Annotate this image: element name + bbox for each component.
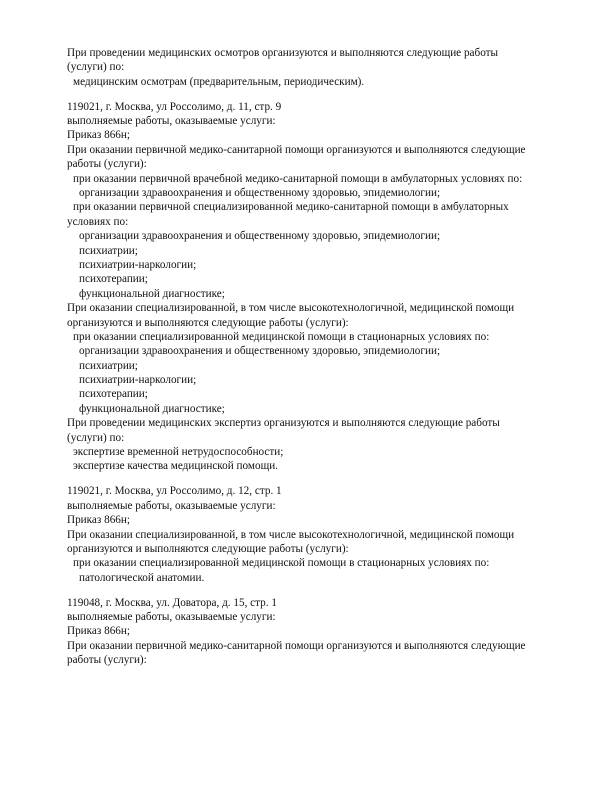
- paragraph-gap: [67, 474, 567, 485]
- paragraph-gap: [67, 89, 567, 100]
- text-line: При проведении медицинских осмотров организуются и выполняются следующие работы: [67, 47, 499, 59]
- text-line: при оказании специализированной медицинской помощи в стационарных условиях по:: [73, 557, 490, 570]
- text-line: 119021, г. Москва, ул Россолимо, д. 12, стр. 1: [67, 485, 282, 498]
- text-line: психотерапии;: [79, 388, 148, 401]
- text-line: условиях по:: [67, 215, 129, 228]
- text-line: организации здравоохранения и общественному здоровью, эпидемиологии;: [79, 187, 441, 200]
- text-line: психиатрии;: [79, 359, 138, 372]
- text-line: (услуги) по:: [67, 61, 125, 74]
- text-line: организации здравоохранения и общественному здоровью, эпидемиологии;: [79, 230, 441, 243]
- text-line: организуются и выполняются следующие работы (услуги):: [67, 316, 349, 329]
- text-line: При оказании специализированной, в том числе высокотехнологичной, медицинской помощи: [67, 528, 515, 541]
- paragraph-gap: [67, 585, 567, 596]
- text-line: психиатрии-наркологии;: [79, 258, 197, 271]
- text-line: психиатрии-наркологии;: [79, 374, 197, 387]
- text-line: работы (услуги):: [67, 654, 147, 667]
- text-line: функциональной диагностике;: [79, 402, 225, 415]
- text-line: экспертизе временной нетрудоспособности;: [73, 446, 284, 459]
- text-line: При оказании первичной медико-санитарной помощи организуются и выполняются следующие: [67, 143, 526, 156]
- text-line: Приказ 866н;: [67, 625, 130, 638]
- text-line: организуются и выполняются следующие работы (услуги):: [67, 542, 349, 555]
- text-line: При оказании первичной медико-санитарной помощи организуются и выполняются следующие: [67, 639, 526, 652]
- text-line: организации здравоохранения и общественному здоровью, эпидемиологии;: [79, 345, 441, 358]
- text-line: выполняемые работы, оказываемые услуги:: [67, 499, 276, 512]
- text-line: при оказании первичной специализированной медико-санитарной помощи в амбулаторных: [73, 201, 509, 214]
- text-line: медицинским осмотрам (предварительным, периодическим).: [73, 75, 365, 88]
- text-line: патологической анатомии.: [79, 571, 205, 584]
- text-line: Приказ 866н;: [67, 129, 130, 142]
- text-line: При оказании специализированной, в том числе высокотехнологичной, медицинской помощи: [67, 302, 515, 315]
- text-line: психотерапии;: [79, 273, 148, 286]
- text-line: выполняемые работы, оказываемые услуги:: [67, 610, 276, 623]
- text-line: выполняемые работы, оказываемые услуги:: [67, 115, 276, 128]
- text-line: 119021, г. Москва, ул Россолимо, д. 11, стр. 9: [67, 100, 282, 113]
- text-line: при оказании специализированной медицинской помощи в стационарных условиях по:: [73, 330, 490, 343]
- text-line: при оказании первичной врачебной медико-санитарной помощи в амбулаторных условиях по:: [73, 172, 523, 185]
- text-line: Приказ 866н;: [67, 514, 130, 527]
- text-line: работы (услуги):: [67, 158, 147, 171]
- text-line: функциональной диагностике;: [79, 287, 225, 300]
- text-line: экспертизе качества медицинской помощи.: [73, 460, 278, 473]
- text-line: 119048, г. Москва, ул. Доватора, д. 15, стр. 1: [67, 596, 277, 609]
- text-line: При проведении медицинских экспертиз организуются и выполняются следующие работы: [67, 417, 500, 430]
- document-body: [67, 46, 567, 668]
- text-line: (услуги) по:: [67, 431, 125, 444]
- text-line: психиатрии;: [79, 244, 138, 257]
